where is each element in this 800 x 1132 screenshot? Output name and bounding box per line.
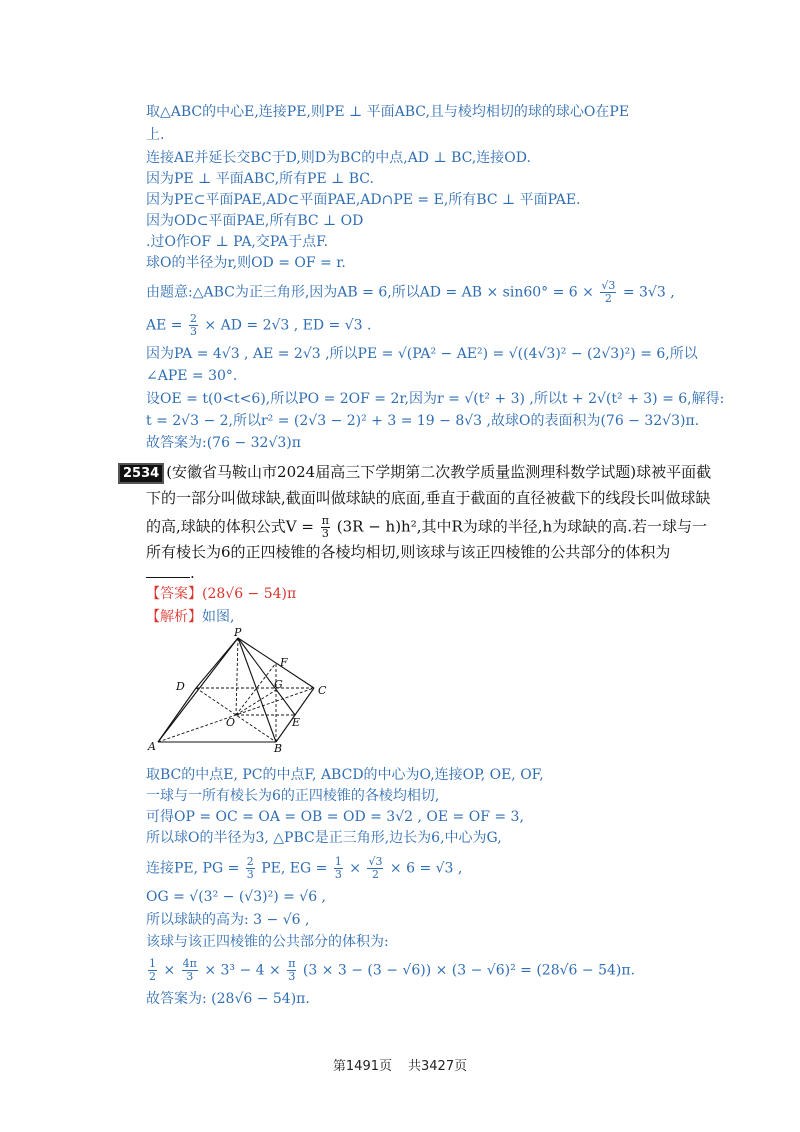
solution2-line-5-b: PE, EG = [261,860,328,877]
page-number: 第1491页 [332,1059,392,1074]
solution2-line-2: 一球与一所有棱长为6的正四棱锥的各棱均相切, [146,788,440,804]
solution1-line-4: 因为PE ⊥ 平面ABC,所有PE ⊥ BC. [146,171,374,187]
fraction-sqrt3-over-2 [367,856,383,881]
fraction-1-over-2 [148,958,157,983]
solution1-line-10-b: × AD = 2√3 , ED = √3 . [204,317,372,334]
edge-PD [196,638,238,688]
fraction-denominator: 3 [182,970,198,983]
fraction-4pi-over-3 [182,958,198,983]
solution1-line-11: 因为PA = 4√3 , AE = 2√3 ,所以PE = √(PA² − AE²) = √((4√3)² − (2√3)²) = 6,所以 [146,346,698,362]
total-pages: 共3427页 [408,1059,468,1074]
solution1-line-12: ∠APE = 30°. [146,368,238,384]
solution2-line-7: 所以球缺的高为: 3 − √6 , [146,912,310,928]
fraction-numerator: √3 [601,279,616,292]
solution2-line-5-c: × [349,860,361,877]
fraction-2-over-3 [246,856,255,881]
question-line-3 [146,515,707,540]
segment-OF [236,663,276,715]
solution1-line-10 [146,313,371,338]
fraction-denominator: 3 [321,527,329,540]
solution2-line-1: 取BC的中点E, PC的中点F, ABCD的中心为O,连接OP, OE, OF, [146,767,544,783]
fraction-2-over-3 [189,313,198,338]
label-G: G [274,678,283,691]
pyramid-figure [146,628,336,752]
page-footer [0,1055,800,1074]
question-line-3-a: 的高,球缺的体积公式V = [146,517,314,536]
solution1-line-13: 设OE = t(0<t<6),所以PO = 2OF = 2r,因为r = √(t² + 3) ,所以t + 2√(t² + 3) = 6,解得: [146,391,725,407]
fraction-denominator: 2 [367,868,383,881]
fraction-denominator: 3 [334,868,342,881]
fraction-denominator: 3 [246,868,254,881]
answer-line [146,585,296,603]
solution1-line-15: 故答案为:(76 − 32√3)π [146,435,301,451]
solution2-line-5-a: 连接PE, PG = [146,860,240,877]
solution2-line-9-a: × [163,962,176,979]
solution1-line-9-a: 由题意:△ABC为正三角形,因为AB = 6,所以AD = AB × sin60° = 6 × [146,284,594,301]
solution2-line-9 [146,958,635,983]
analysis-text: 如图, [202,609,235,625]
solution1-line-9 [146,280,675,305]
label-B: B [274,742,283,752]
solution1-line-7: .过O作OF ⊥ PA,交PA于点F. [146,234,329,250]
label-O: O [226,716,236,729]
fraction-pi-over-3 [287,958,296,983]
solution2-line-6: OG = √(3² − (√3)²) = √6 , [146,889,327,905]
solution1-line-8: 球O的半径为r,则OD = OF = r. [146,255,346,271]
segment-PE [238,638,295,715]
question-line-5 [146,563,195,582]
segment-PO [236,638,238,715]
label-F: F [280,656,288,669]
solution2-line-4: 所以球O的半径为3, △PBC是正三角形,边长为6,中心为G, [146,830,502,846]
solution1-line-3: 连接AE并延长交BC于D,则D为BC的中点,AD ⊥ BC,连接OD. [146,150,531,166]
solution2-line-10: 故答案为: (28√6 − 54)π. [146,991,310,1007]
segment-OG [236,690,276,715]
solution2-line-3: 可得OP = OC = OA = OB = OD = 3√2 , OE = OF = 3, [146,809,524,825]
edge-AD [158,688,196,742]
fraction-denominator: 2 [600,292,616,305]
label-A: A [148,740,156,752]
answer-label: 【答案】 [146,586,202,602]
fraction-sqrt3-over-2 [600,280,616,305]
solution1-line-5: 因为PE⊂平面PAE,AD⊂平面PAE,AD∩PE = E,所有BC ⊥ 平面PAE. [146,192,581,208]
question-number-badge: 2534 [118,463,164,484]
label-P: P [234,628,242,639]
label-E: E [292,716,301,729]
solution1-line-2: 上. [146,127,165,143]
fraction-numerator: 2 [189,312,197,325]
label-D: D [176,680,185,693]
solution1-line-10-a: AE = [146,317,183,334]
solution1-line-9-b: = 3√3 , [622,284,675,301]
solution1-line-1: 取△ABC的中心E,连接PE,则PE ⊥ 平面ABC,且与棱均相切的球的球心O在PE [146,104,630,120]
fraction-denominator: 3 [288,970,296,983]
solution1-line-14: t = 2√3 − 2,所以r² = (2√3 − 2)² + 3 = 19 − 8√3 ,故球O的表面积为(76 − 32√3)π. [146,413,700,429]
question-line-3-b: (3R − h)h²,其中R为球的半径,h为球缺的高.若一球与一 [336,517,707,536]
fraction-numerator: π [321,514,329,527]
fraction-numerator: π [288,957,296,970]
fraction-denominator: 3 [189,325,197,338]
label-C: C [318,684,327,697]
question-line-1 [118,463,711,484]
question-line-5-period: . [190,564,195,582]
fraction-numerator: 1 [334,855,342,868]
fraction-numerator: 4π [182,957,197,970]
analysis-line [146,608,234,626]
analysis-label: 【解析】 [146,609,202,625]
solution2-line-9-b: × 3³ − 4 × [204,962,281,979]
solution2-line-5-e: × 6 = √3 , [389,860,463,877]
solution2-line-8: 该球与该正四棱锥的公共部分的体积为: [146,934,389,950]
answer-blank [146,563,190,578]
question-line-2: 下的一部分叫做球缺,截面叫做球缺的底面,垂直于截面的直径被截下的线段长叫做球缺 [146,489,711,507]
fraction-1-over-3 [334,856,343,881]
fraction-pi-over-3 [321,515,330,540]
question-line-1-text: (安徽省马鞍山市2024届高三下学期第二次教学质量监测理科数学试题)球被平面截 [166,463,712,481]
question-line-4: 所有棱长为6的正四棱锥的各棱均相切,则该球与该正四棱锥的公共部分的体积为 [146,543,671,561]
edge-PB [238,638,276,742]
solution2-line-9-c: (3 × 3 − (3 − √6)) × (3 − √6)² = (28√6 − 54)π. [302,962,636,979]
fraction-numerator: √3 [368,855,383,868]
fraction-numerator: 2 [246,855,254,868]
solution1-line-6: 因为OD⊂平面PAE,所有BC ⊥ OD [146,213,364,229]
answer-value: (28√6 − 54)π [202,586,297,602]
fraction-denominator: 2 [149,970,156,983]
solution2-line-5 [146,856,462,881]
fraction-numerator: 1 [149,957,156,970]
